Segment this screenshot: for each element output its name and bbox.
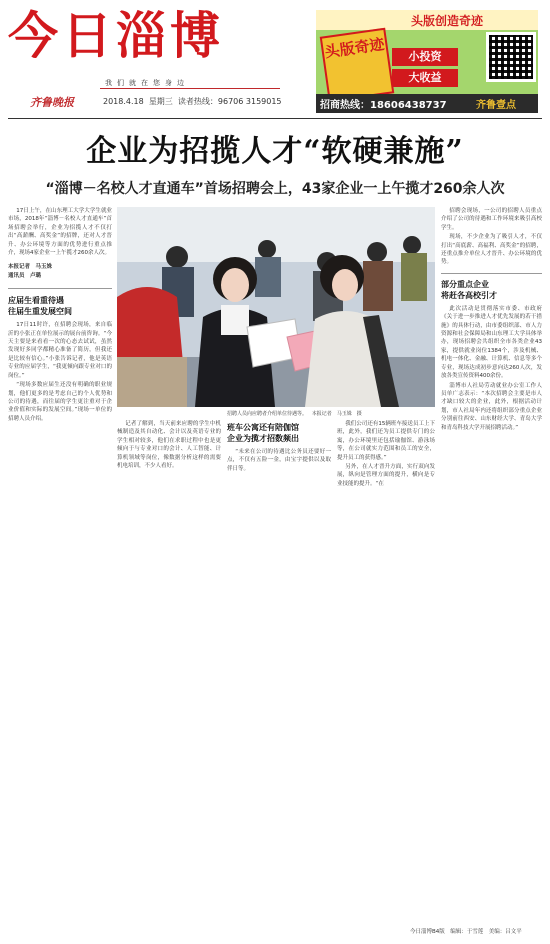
page-footer: 今日淄博B4版 编辑：于雪莲 美编：吕文平 bbox=[410, 929, 522, 935]
section2-paragraph-1: “未来在公司的待遇比公务员还要好一点，不仅有五险一金，由宝宇提供以及取伴日等。 bbox=[227, 449, 331, 472]
ad-top-text: 头版创造奇迹 bbox=[411, 14, 484, 28]
section1-paragraph-2: “现场多数应届生还没有明确的职业规划，他们更多的是考虑自己的个人优势和公司的待遇，而往届的学生更注重对于企业价值和实际的发展空间。”现场一单位的招聘人员介绍。 bbox=[8, 382, 112, 422]
job-fair-scene-illustration bbox=[117, 207, 435, 407]
right-paragraph-3: 此次活动是贯彻落实市委、市政府《关于进一步推进人才优先发展的若干措施》的具体行动，由市委组织部、市人力资源和社会保障局和山东理工大学具体举办，现场招聘会共组织全市各类企业43家，提供就业岗位1384个，涉及机械、机电一体化、金融、计算机、信息等多个专业，现场达成初步意向达260人次，发放各类宣传资料400余份。 bbox=[441, 305, 542, 380]
column-2 bbox=[117, 420, 221, 471]
ad-line1: 小投资 bbox=[392, 48, 458, 66]
section2-title-2: 企业为揽才招数频出 bbox=[227, 434, 299, 443]
masthead-slogan: 我们就在您身边 bbox=[105, 79, 189, 87]
masthead-rule bbox=[100, 88, 280, 89]
section1-title-2: 往届生重发展空间 bbox=[8, 307, 72, 317]
column4-paragraph-2: 另外，在人才晋升方面，实行双向发展，纵向是管理方面的提升，横向是专业技能的提升。“在 bbox=[337, 464, 435, 487]
headline: 企业为招揽人才“软硬兼施” bbox=[86, 134, 464, 169]
column-1 bbox=[8, 207, 112, 424]
newspaper-logo: 齐鲁晚报 bbox=[30, 96, 74, 109]
ad-badge-text: 头版奇迹 bbox=[323, 35, 386, 62]
lead-paragraph: 17日上午，在山东理工大学大学生就业市场，2018年“淄博－名校人才直通车”首场招聘会举行，企业为招揽人才不仅打出“高薪酬、高奖金”的招牌，还对人才晋升、办公环境等方面的优势进行重点推介，现场4家企业一上午揽才260余人次。 bbox=[8, 208, 112, 257]
masthead-title: 今日淄博 bbox=[8, 6, 224, 65]
subheadline: “淄博－名校人才直通车”首场招聘会上，43家企业一上午揽才260余人次 bbox=[45, 181, 505, 197]
advertisement[interactable] bbox=[316, 10, 538, 113]
section1-paragraph-1: 17日11时许，在招聘会现场，来自临沂的小张正在单位展示的展台前咨询。“今天主要是来看看一次的心态去试试，虽然发现好多同学都精心准备了简历，但我还是比较有信心。”小张告诉记者，他是英语专业的应届学生，“我更倾向跟专业对口的岗位。” bbox=[8, 322, 112, 379]
right-paragraph-1: 招聘会现场，一公司的招聘人员重点介绍了公司的待遇和工作环境来吸引高校学生。 bbox=[441, 208, 542, 231]
photo-caption bbox=[227, 410, 362, 417]
byline-reporter: 本报记者 马玉姝 bbox=[8, 264, 53, 271]
issue-weekday: 星期三 bbox=[148, 97, 173, 106]
section-divider bbox=[8, 288, 112, 289]
issue-date: 2018.4.18 bbox=[103, 97, 144, 106]
ad-brand: 齐鲁壹点 bbox=[476, 100, 516, 111]
byline-correspondent: 通讯员 卢璐 bbox=[8, 272, 42, 279]
dateline bbox=[103, 96, 282, 107]
ad-line2: 大收益 bbox=[392, 69, 458, 87]
section-divider bbox=[441, 273, 542, 274]
section1-title-1: 应届生看重待遇 bbox=[8, 296, 64, 306]
masthead-divider bbox=[8, 118, 542, 119]
photo-caption-text: 招聘人员向应聘者介绍单位待遇等。 bbox=[227, 411, 308, 417]
right-paragraph-2: 现场，不少企业为了吸引人才，不仅打出“高底薪、高福利、高奖金”的招聘，还重点推介单位人才晋升、办公环境的优势。 bbox=[441, 234, 542, 266]
column2-paragraph-1: 记者了解到，当天前来应聘的学生中机械制造及其自动化、会计以及英语专业的学生相对较多，他们在求职过程中也是更倾向于与专业对口的会计、人工智能、计算机领域等岗位，像数据分析这样的需要机电培训，不少人看好。 bbox=[117, 421, 221, 470]
column-4 bbox=[337, 420, 435, 489]
ad-badge bbox=[320, 28, 395, 103]
reader-hotline: 读者热线：96706 3159015 bbox=[177, 97, 282, 106]
section2-title-1: 班车公寓还有陪伽馆 bbox=[227, 423, 299, 432]
photo-credit: 本报记者 马玉姝 摄 bbox=[311, 411, 362, 417]
column-right bbox=[441, 207, 542, 433]
column4-paragraph-1: 我们公司还有15辆班车接送员工上下班，此外，我们还为员工提供专门的公寓，办公环境里还包括瑜伽馆、游泳场等，在公司就实力范围和员工的安全，提升员工的获得感。” bbox=[337, 421, 435, 461]
section3-title-1: 部分重点企业 bbox=[441, 279, 489, 289]
right-paragraph-4: 淄博市人社局劳动就业办公室工作人员单广志表示：“本次招聘会主要是市人才缺口较大的企业，此外，根据活动计划，市人社局年内还将组织部分重点企业分别前往西安、山东财经大学、青岛大学和青岛科技大学开展招聘活动。” bbox=[441, 382, 542, 431]
section3-title-2: 将赶各高校引才 bbox=[441, 290, 497, 300]
article-photo bbox=[117, 207, 435, 407]
column-3 bbox=[227, 420, 331, 474]
qr-code-icon bbox=[486, 32, 536, 82]
ad-phone: 招商热线：18606438737 bbox=[320, 100, 447, 111]
